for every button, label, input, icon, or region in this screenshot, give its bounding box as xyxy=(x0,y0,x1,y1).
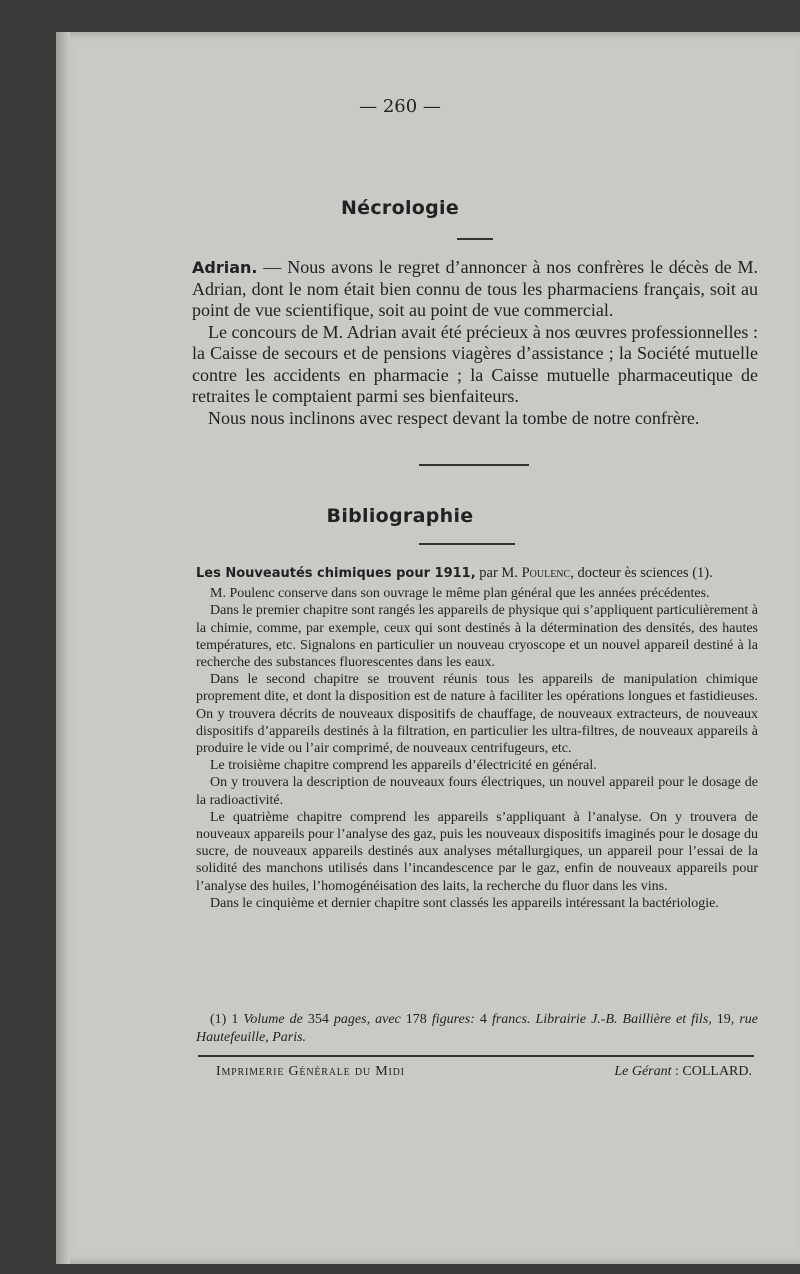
printer-name: Imprimerie Générale du Midi xyxy=(216,1064,405,1079)
page-number: — 260 — xyxy=(359,96,441,117)
review-paragraph: Dans le premier chapitre sont rangés les appareils de physique qui s’appliquent particulièrement à la chimie, comme, par exemple, ceux qui sont destinés à la détermination des densités, des hautes températures, etc. Signalons en particulier un nouveau cryoscope et un nouvel appareil destiné à la recherche des substances fluorescentes dans les eaux. xyxy=(196,603,758,671)
necrologie-paragraph-3: Nous nous inclinons avec respect devant la tombe de notre confrère. xyxy=(208,407,700,428)
necrologie-underline xyxy=(457,238,493,240)
section-divider xyxy=(419,464,529,466)
review-paragraph: Le troisième chapitre comprend les appareils d’électricité en général. xyxy=(210,758,597,774)
book-title: Les Nouveautés chimiques pour 1911, xyxy=(196,566,476,581)
review-paragraph: Dans le second chapitre se trouvent réunis tous les appareils de manipulation chimique proprement dite, et dont la disposition est de nature à faciliter les opérations longues et fastidieuses. On y trouvera décrits de nouveaux dispositifs de chauffage, de nouveaux extracteurs, de nouveaux dispositifs d’appareils destinés à la filtration, en particulier les ultra-filtres, de nouveaux appareils à produire le vide ou l’air comprimé, de nouveaux centrifugeurs, etc. xyxy=(196,672,758,757)
bibliographie-section xyxy=(196,565,758,912)
book-title-line: Les Nouveautés chimiques pour 1911, par M. Poulenc, docteur ès sciences (1). xyxy=(196,565,713,581)
review-paragraph: Le quatrième chapitre comprend les appareils s’appliquant à l’analyse. On y trouvera de nouveaux appareils pour l’analyse des gaz, puis les nouveaux dispositifs imaginés pour le dosage du sucre, de nouveaux appareils destinés aux analyses métallurgiques, un appareil pour l’essai de la solidité des manchons utilisés dans l’incandescence par le gaz, enfin de nouveaux appareils pour l’analyse des huiles, l’homogénéisation des laits, la recherche du fluor dans les vins. xyxy=(196,809,758,894)
review-paragraph: Dans le cinquième et dernier chapitre sont classés les appareils intéressant la bactériologie. xyxy=(210,895,719,911)
deceased-name: Adrian. xyxy=(192,258,258,277)
bibliographie-heading: Bibliographie xyxy=(326,505,474,527)
necrologie-heading: Nécrologie xyxy=(340,197,460,219)
bibliographie-underline xyxy=(419,543,515,545)
book-author: Poulenc xyxy=(521,565,571,581)
footnote: (1) 1 Volume de 354 pages, avec 178 figures: 4 francs. Librairie J.-B. Baillière et fils, 19, rue Hautefeuille, Paris. xyxy=(196,1012,759,1045)
necrologie-paragraph-1: Adrian. — Nous avons le regret d’annoncer à nos confrères le décès de M. Adrian, dont le nom était bien connu de tous les pharmaciens français, soit au point de vue scientifique, soit au point de vue commercial. xyxy=(192,257,758,320)
review-paragraph: M. Poulenc conserve dans son ouvrage le même plan général que les années précédentes. xyxy=(210,586,710,602)
review-paragraph: On y trouvera la description de nouveaux fours électriques, un nouvel appareil pour le dosage de la radioactivité. xyxy=(196,775,758,808)
necrologie-section xyxy=(192,257,758,429)
gerant: Le Gérant : COLLARD. xyxy=(614,1064,752,1079)
footer-rule xyxy=(198,1055,754,1057)
necrologie-paragraph-2: Le concours de M. Adrian avait été précieux à nos œuvres professionnelles : la Caisse de secours et de pensions viagères d’assistance ; la Société mutuelle contre les accidents en pharmacie ; la Caisse mutuelle pharmaceutique de retraites le comptaient parmi ses bienfaiteurs. xyxy=(192,321,758,406)
